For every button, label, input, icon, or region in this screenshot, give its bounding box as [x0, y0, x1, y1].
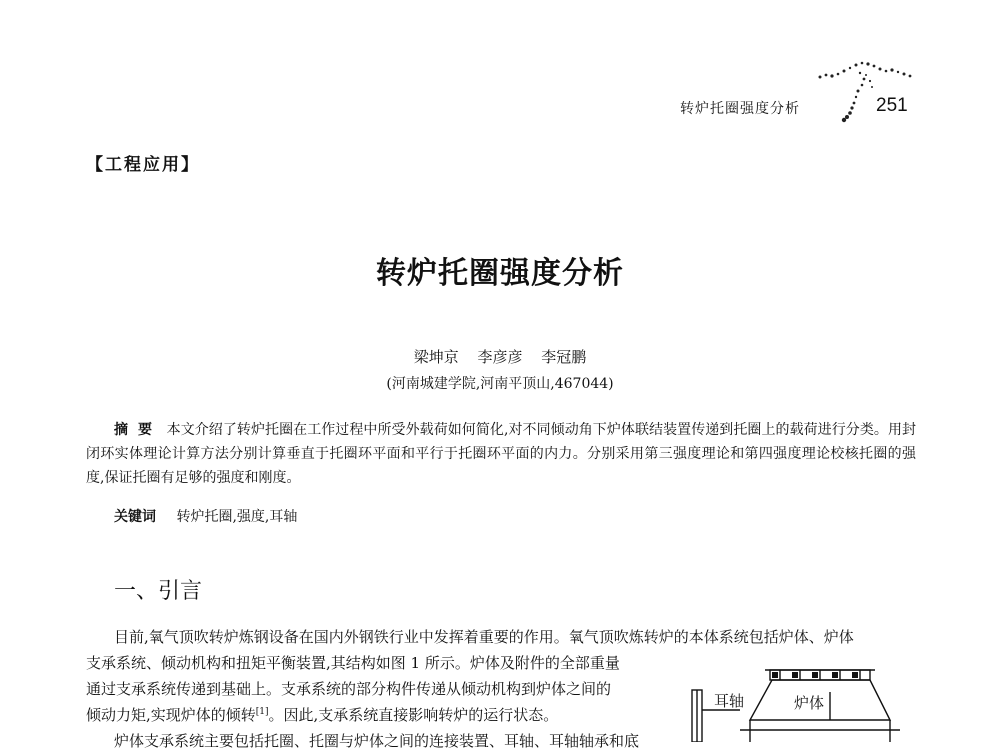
section-heading: 一、引言	[114, 579, 203, 604]
section-label: 【工程应用】	[86, 155, 200, 175]
figure-label-trunnion: 耳轴	[714, 692, 745, 710]
body-text: 。因此,支承系统直接影响转炉的运行状态。	[268, 706, 559, 724]
page-number: 251	[876, 95, 908, 116]
authors: 梁坤京 李彦彦 李冠鹏	[413, 348, 587, 366]
keywords	[114, 506, 297, 526]
figure-label-body: 炉体	[794, 694, 825, 712]
paper-title: 转炉托圈强度分析	[376, 256, 624, 291]
running-title: 转炉托圈强度分析	[680, 101, 800, 117]
body-line: 支承系统、倾动机构和扭矩平衡装置,其结构如图 1 所示。炉体及附件的全部重量	[86, 654, 620, 672]
abstract-text: 本文介绍了转炉托圈在工作过程中所受外载荷如何简化,对不同倾动角下炉体联结装置传递到托圈上的载荷进行分类。用封闭环实体理论计算方法分别计算垂直于托圈环平面和平行于托圈环平面的内力。分别采用第三强度理论和第四强度理论校核托圈的强度,保证托圈有足够的强度和刚度。	[86, 422, 917, 486]
body-text: 倾动力矩,实现炉体的倾转	[86, 706, 256, 724]
body-line: 通过支承系统传递到基础上。支承系统的部分构件传递从倾动机构到炉体之间的	[86, 680, 612, 698]
keywords-text: 转炉托圈,强度,耳轴	[176, 509, 298, 525]
converter-figure	[680, 650, 920, 742]
body-line: 目前,氧气顶吹转炉炼钢设备在国内外钢铁行业中发挥着重要的作用。氧气顶吹炼转炉的本体系统包括炉体、炉体	[114, 628, 854, 646]
affiliation: (河南城建学院,河南平顶山,467044)	[386, 376, 614, 392]
abstract-label: 摘要	[114, 422, 163, 438]
body-line: 炉体支承系统主要包括托圈、托圈与炉体之间的连接装置、耳轴、耳轴轴承和底	[114, 732, 640, 750]
abstract	[86, 418, 916, 490]
citation-ref: [1]	[255, 707, 269, 717]
decorative-ornament-icon	[812, 55, 917, 125]
keywords-label: 关键词	[114, 509, 156, 525]
body-line	[86, 704, 558, 725]
